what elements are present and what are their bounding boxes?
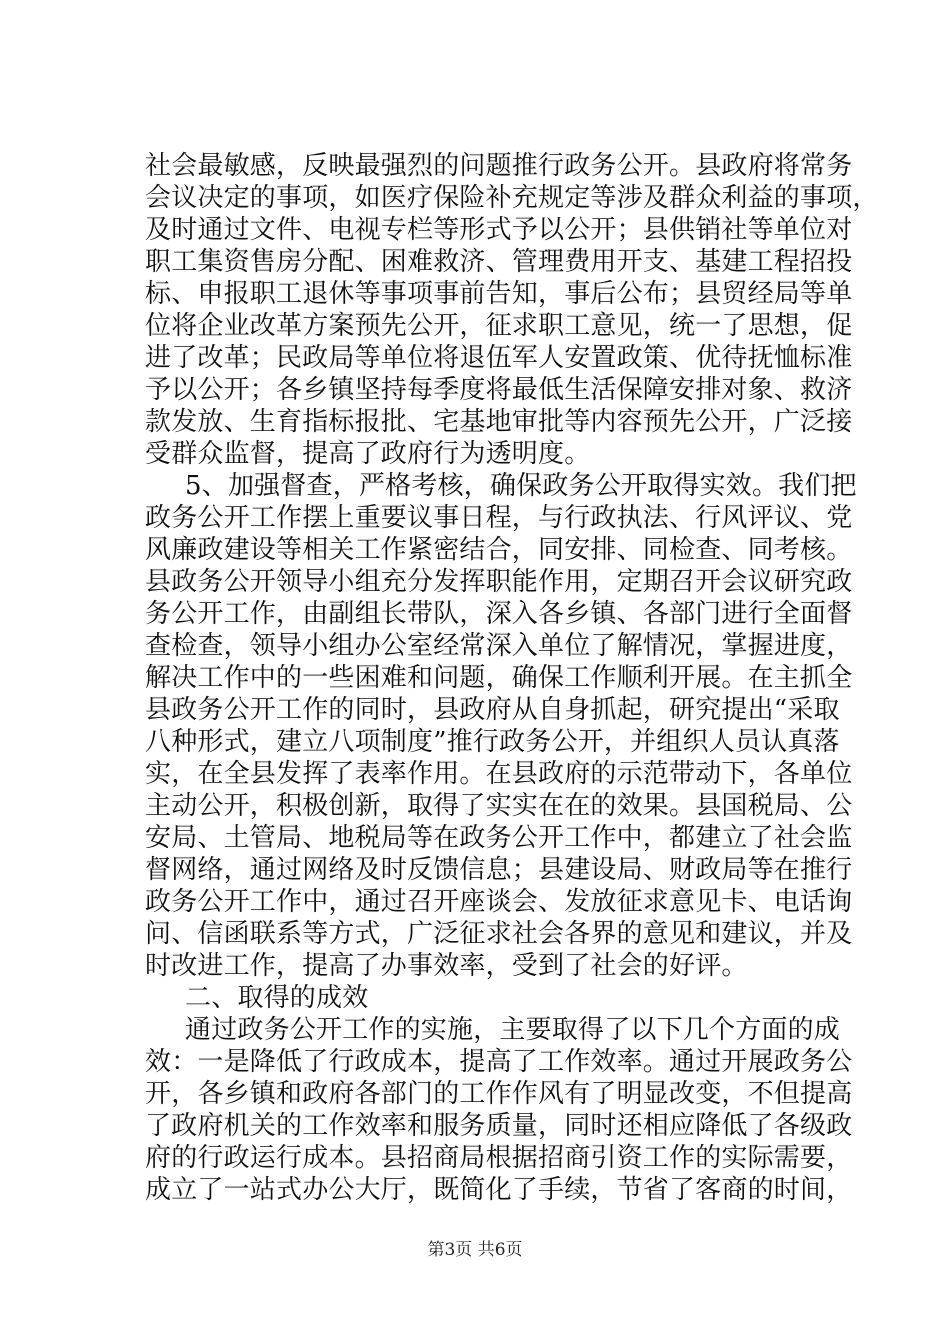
text-line: 成立了一站式办公大厅，既简化了手续，节省了客商的时间， <box>145 1175 853 1205</box>
text-line: 安局、土管局、地税局等在政务公开工作中，都建立了社会监 <box>145 823 853 853</box>
text-line: 予以公开；各乡镇坚持每季度将最低生活保障安排对象、救济 <box>145 375 853 405</box>
text-line: 县政务公开工作的同时，县政府从自身抓起，研究提出“采取 <box>145 695 840 725</box>
text-line: 受群众监督，提高了政府行为透明度。 <box>145 439 591 469</box>
text-line: 会议决定的事项，如医疗保险补充规定等涉及群众利益的事项， <box>145 183 879 213</box>
text-line: 开，各乡镇和政府各部门的工作作风有了明显改变，不但提高 <box>145 1079 853 1109</box>
text-line: 主动公开，积极创新，取得了实实在在的效果。县国税局、公 <box>145 791 853 821</box>
text-line: 时改进工作，提高了办事效率，受到了社会的好评。 <box>145 951 748 981</box>
text-line: 通过政务公开工作的实施，主要取得了以下几个方面的成 <box>185 1015 841 1045</box>
page-footer: 第3页 共6页 <box>427 1240 523 1260</box>
text-line: 风廉政建设等相关工作紧密结合，同安排、同检查、同考核。 <box>145 535 853 565</box>
text-line: 政务公开工作摆上重要议事日程，与行政执法、行风评议、党 <box>145 503 853 533</box>
text-line: 款发放、生育指标报批、宅基地审批等内容预先公开，广泛接 <box>145 407 853 437</box>
text-line: 八种形式，建立八项制度”推行政务公开，并组织人员认真落 <box>145 727 840 757</box>
text-line: 府的行政运行成本。县招商局根据招商引资工作的实际需要， <box>145 1143 853 1173</box>
text-line: 查检查，领导小组办公室经常深入单位了解情况，掌握进度， <box>145 631 853 661</box>
text-line: 了政府机关的工作效率和服务质量，同时还相应降低了各级政 <box>145 1111 853 1141</box>
text-line: 5、加强督查，严格考核，确保政务公开取得实效。我们把 <box>185 471 857 501</box>
text-line: 标、申报职工退休等事项事前告知，事后公布；县贸经局等单 <box>145 279 853 309</box>
text-line: 职工集资售房分配、困难救济、管理费用开支、基建工程招投 <box>145 247 853 277</box>
text-line: 效：一是降低了行政成本，提高了工作效率。通过开展政务公 <box>145 1047 853 1077</box>
text-line: 进了改革；民政局等单位将退伍军人安置政策、优待抚恤标准 <box>145 343 853 373</box>
text-line: 问、信函联系等方式，广泛征求社会各界的意见和建议，并及 <box>145 919 853 949</box>
text-line: 位将企业改革方案预先公开，征求职工意见，统一了思想，促 <box>145 311 853 341</box>
text-line: 督网络，通过网络及时反馈信息；县建设局、财政局等在推行 <box>145 855 853 885</box>
text-line: 实，在全县发挥了表率作用。在县政府的示范带动下，各单位 <box>145 759 853 789</box>
text-line: 及时通过文件、电视专栏等形式予以公开；县供销社等单位对 <box>145 215 853 245</box>
text-line: 二、取得的成效 <box>185 983 369 1013</box>
text-line: 县政务公开领导小组充分发挥职能作用，定期召开会议研究政 <box>145 567 853 597</box>
text-line: 社会最敏感，反映最强烈的问题推行政务公开。县政府将常务 <box>145 151 853 181</box>
document-body <box>145 150 879 1206</box>
text-line: 解决工作中的一些困难和问题，确保工作顺利开展。在主抓全 <box>145 663 853 693</box>
text-line: 务公开工作，由副组长带队，深入各乡镇、各部门进行全面督 <box>145 599 853 629</box>
text-line: 政务公开工作中，通过召开座谈会、发放征求意见卡、电话询 <box>145 887 853 917</box>
